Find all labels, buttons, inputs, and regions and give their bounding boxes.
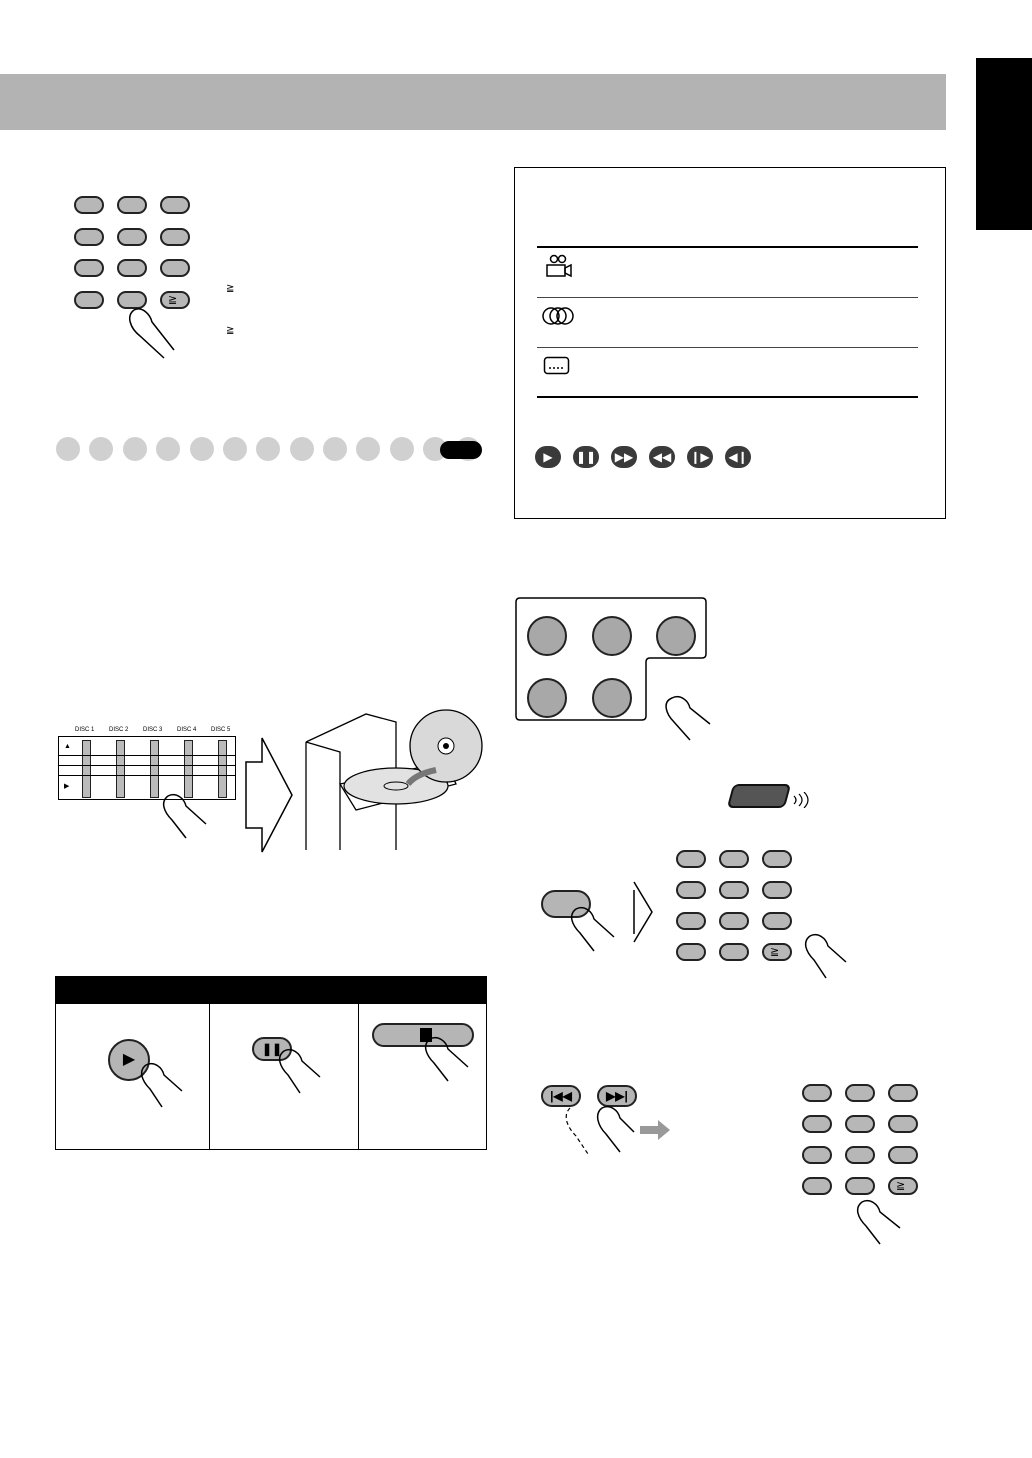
cd-changer-unit-illustration: [296, 700, 486, 856]
fast-forward-icon: ▶▶: [611, 446, 637, 468]
audio-rings-icon: [541, 305, 577, 327]
play-button-glyph: ▶: [122, 1051, 136, 1068]
keypad-10plus-glyph: ≧: [168, 294, 178, 306]
big-step-arrow-icon: [244, 736, 294, 854]
disc-3-label: DISC 3: [143, 727, 163, 733]
disc-5-label: DISC 5: [211, 727, 231, 733]
keypad-10plus-glyph-3: ≧: [896, 1180, 906, 1192]
finger-pointer-icon-7: [158, 792, 212, 842]
disc-changer-panel: [58, 727, 236, 800]
section-header-bar: [0, 74, 946, 130]
disc-2-label: DISC 2: [109, 727, 129, 733]
finger-pointer-icon: [124, 306, 184, 360]
finger-pointer-icon-10: [420, 1035, 474, 1085]
pause-icon: ❚❚: [573, 446, 599, 468]
subtitle-icon: [543, 356, 571, 376]
ge-mark-2: ≧: [226, 325, 235, 336]
finger-pointer-icon-4: [800, 932, 850, 982]
finger-pointer-icon-3: [566, 905, 620, 955]
finger-pointer-icon-6: [852, 1198, 904, 1246]
ge-mark-1: ≧: [226, 283, 235, 294]
pause-button-illustration: ❚❚: [252, 1037, 292, 1061]
numeric-keypad-right: [676, 850, 796, 966]
language-side-tab: [976, 58, 1032, 230]
slow-reverse-icon: ◀❙: [725, 446, 751, 468]
play-glyph-small: ▶: [64, 783, 70, 790]
disc-1-label: DISC 1: [75, 727, 95, 733]
keypad-10plus-glyph-2: ≧: [770, 946, 780, 958]
progress-dots-row: [56, 437, 486, 463]
operation-table-header: [56, 977, 486, 1004]
finger-pointer-icon-5: [562, 1104, 672, 1156]
operation-table: [55, 976, 487, 1150]
skip-next-button: ▶▶|: [597, 1085, 637, 1107]
remote-signal-icon: [790, 792, 814, 808]
numeric-keypad-bottom-right: [802, 1084, 924, 1200]
video-camera-icon: [545, 254, 573, 280]
rewind-icon: ◀◀: [649, 446, 675, 468]
finger-pointer-icon-9: [274, 1047, 324, 1095]
finger-pointer-icon-8: [136, 1061, 186, 1109]
numeric-keypad-top-left: [74, 196, 204, 316]
eject-glyph: ▲: [64, 743, 71, 750]
icon-legend-box: [514, 167, 946, 519]
slow-forward-icon: ❙▶: [687, 446, 713, 468]
step-arrow-icon: [632, 880, 654, 944]
finger-pointer-icon-2: [660, 694, 716, 744]
disc-4-label: DISC 4: [177, 727, 197, 733]
remote-control-icon: [727, 784, 791, 808]
play-icon: ▶: [535, 446, 561, 468]
disc-type-badge: [440, 441, 482, 459]
skip-previous-button: |◀◀: [541, 1085, 581, 1107]
